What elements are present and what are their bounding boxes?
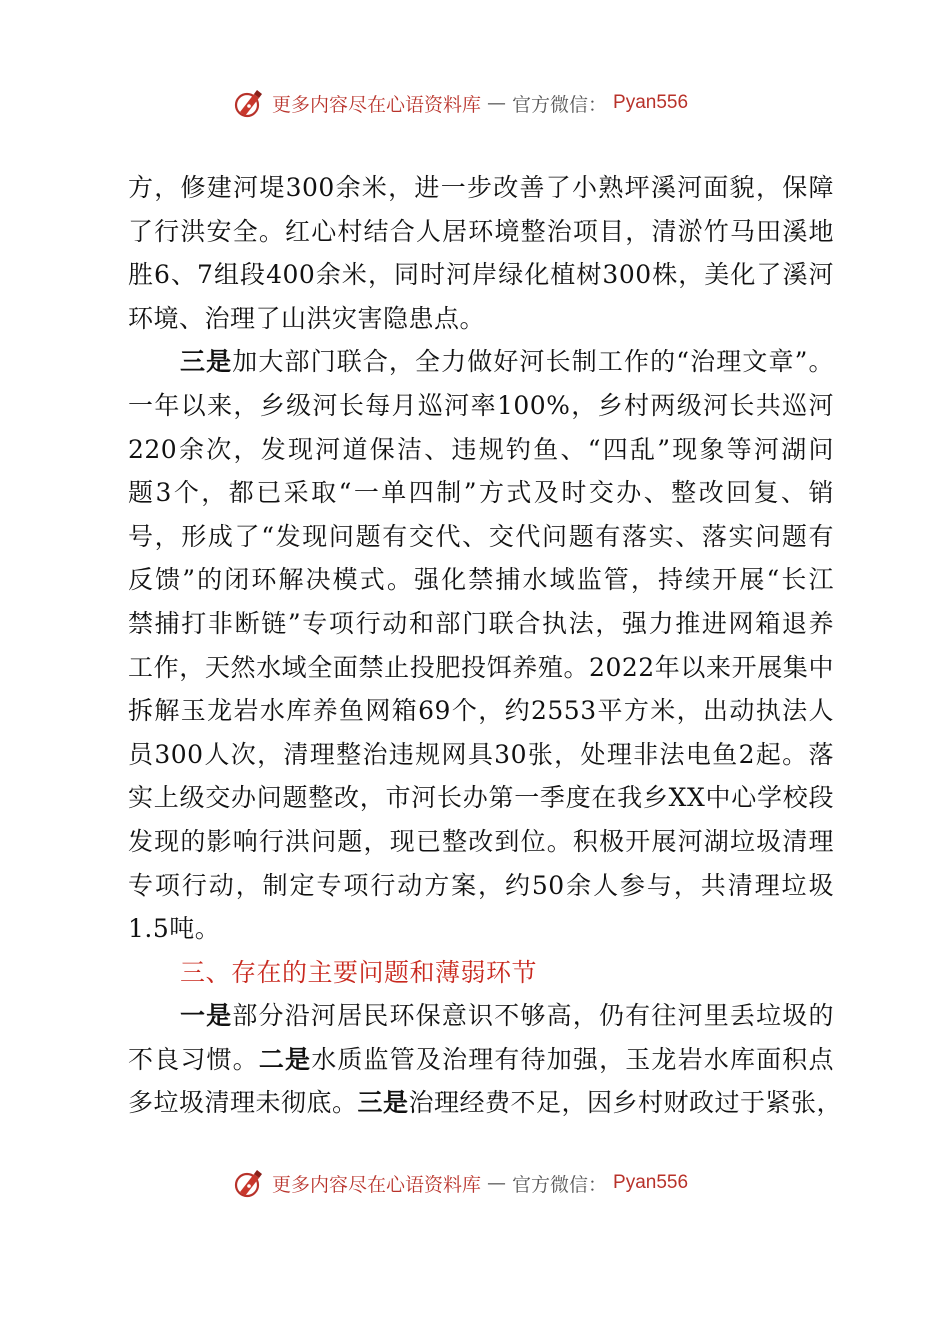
bold-lead: 二是 (258, 1044, 312, 1074)
text-line (128, 994, 834, 1038)
banner-brand: 更多内容尽在心语资料库 (272, 1173, 482, 1196)
paragraph-3 (128, 994, 843, 1125)
text-line: 号，形成了“发现问题有交代、交代问题有落实、落实问题有 (128, 521, 834, 551)
banner-wechat-id: Pyan556 (613, 1172, 689, 1193)
text-line: 题3个，都已采取“一单四制”方式及时交办、整改回复、销 (128, 478, 834, 508)
text-line (128, 1081, 843, 1125)
bold-lead: 一是 (180, 1001, 233, 1031)
text-line: 环境、治理了山洪灾害隐患点。 (128, 303, 486, 333)
text-line: 工作，天然水域全面禁止投肥投饵养殖。2022年以来开展集中 (128, 652, 834, 682)
banner-dash: — (487, 1172, 507, 1194)
line-text: 多垃圾清理未彻底。 (128, 1088, 358, 1118)
banner-wechat-id: Pyan556 (613, 92, 689, 113)
pen-logo-icon (232, 86, 266, 120)
line-text: 水质监管及治理有待加强，玉龙岩水库面积点 (311, 1044, 834, 1074)
banner-wechat-label: 官方微信： (512, 93, 608, 116)
pen-logo-icon (232, 1166, 266, 1200)
text-line: 拆解玉龙岩水库养鱼网箱69个，约2553平方米，出动执法人 (128, 696, 834, 726)
document-body (128, 166, 843, 1125)
paragraph-2 (128, 340, 834, 950)
text-line: 员300人次，清理整治违规网具30张，处理非法电鱼2起。落 (128, 739, 834, 769)
line-text: 加大部门联合，全力做好河长制工作的“治理文章”。 (232, 347, 834, 377)
text-line (128, 340, 834, 384)
footer-banner (232, 1166, 688, 1200)
text-line: 反馈”的闭环解决模式。强化禁捕水域监管，持续开展“长江 (128, 565, 834, 595)
paragraph-1 (128, 166, 834, 340)
section-heading: 三、存在的主要问题和薄弱环节 (180, 957, 538, 987)
text-line: 专项行动，制定专项行动方案，约50余人参与，共清理垃圾 (128, 870, 834, 900)
header-banner (232, 86, 688, 120)
banner-brand: 更多内容尽在心语资料库 (272, 93, 482, 116)
line-text: 不良习惯。 (128, 1044, 259, 1074)
banner-dash: — (487, 92, 507, 114)
text-line: 禁捕打非断链”专项行动和部门联合执法，强力推进网箱退养 (128, 608, 834, 638)
line-text: 部分沿河居民环保意识不够高，仍有往河里丢垃圾的 (232, 1001, 834, 1031)
text-line (128, 1038, 834, 1082)
text-line: 了行洪安全。红心村结合人居环境整治项目，清淤竹马田溪地 (128, 216, 834, 246)
text-line: 1.5吨。 (128, 914, 221, 944)
bold-lead: 三是 (357, 1088, 409, 1118)
text-line: 方，修建河堤300余米，进一步改善了小熟坪溪河面貌，保障 (128, 173, 834, 202)
text-line: 220余次，发现河道保洁、违规钓鱼、“四乱”现象等河湖问 (128, 434, 834, 464)
text-line: 发现的影响行洪问题，现已整改到位。积极开展河湖垃圾清理 (128, 826, 834, 856)
text-line: 实上级交办问题整改，市河长办第一季度在我乡XX中心学校段 (128, 783, 834, 813)
text-line: 胜6、7组段400余米，同时河岸绿化植树300株，美化了溪河 (128, 260, 834, 290)
banner-wechat-label: 官方微信： (512, 1173, 608, 1196)
text-line: 一年以来，乡级河长每月巡河率100%，乡村两级河长共巡河 (128, 390, 834, 420)
line-text: 治理经费不足，因乡村财政过于紧张， (408, 1088, 843, 1118)
bold-lead: 三是 (180, 347, 233, 377)
